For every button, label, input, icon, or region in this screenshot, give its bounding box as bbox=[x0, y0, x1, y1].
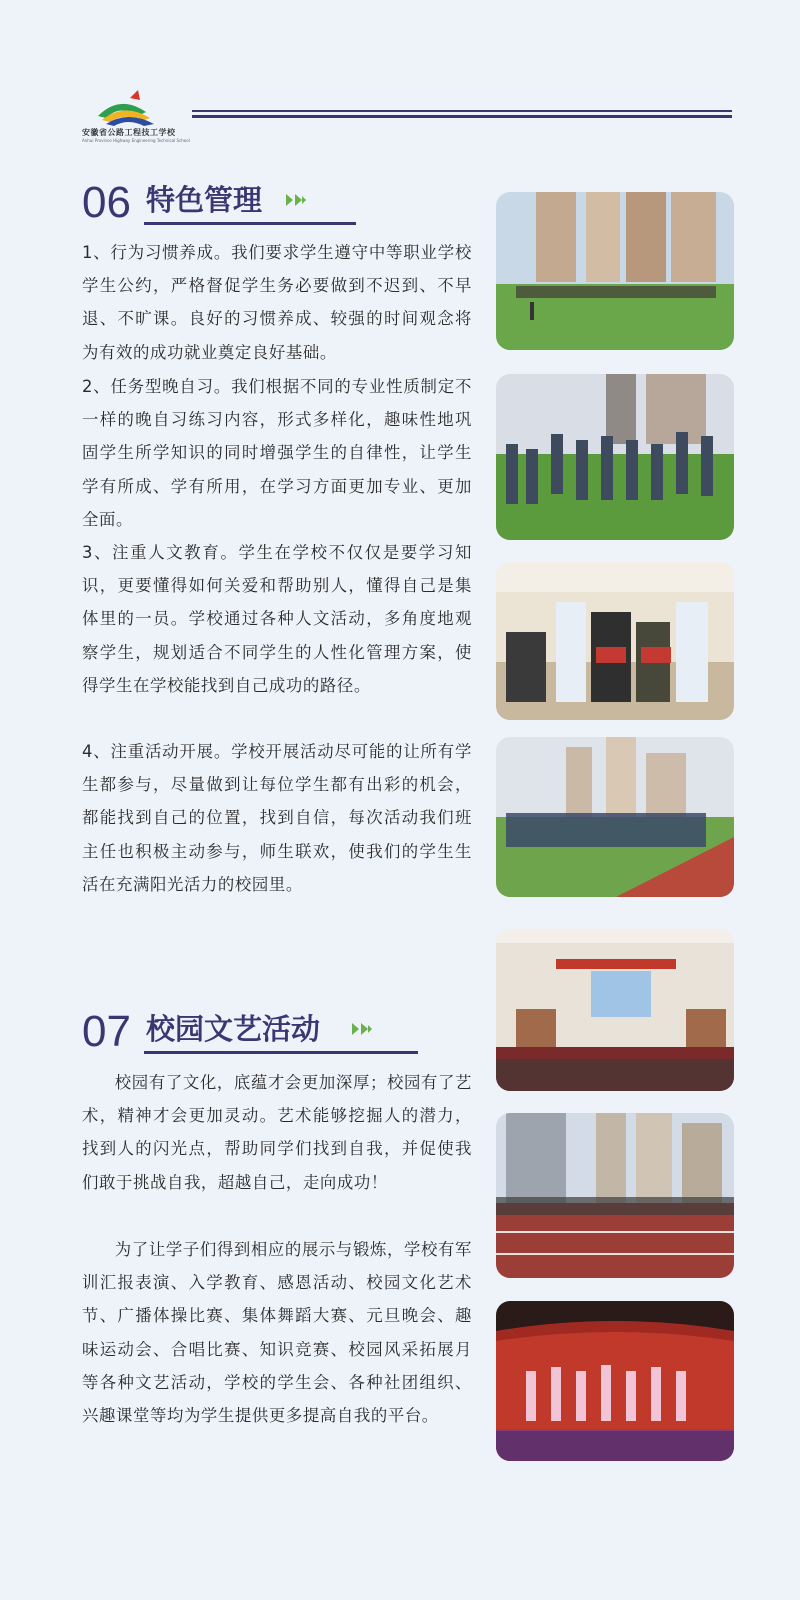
double-chevron-icon bbox=[350, 1021, 374, 1037]
photo-students-jumping bbox=[496, 374, 734, 540]
photo-sports-running bbox=[496, 1113, 734, 1278]
section-07-paragraph-2: 为了让学子们得到相应的展示与锻炼，学校有军训汇报表演、入学教育、感恩活动、校园文化艺术节、广播体操比赛、集体舞蹈大赛、元旦晚会、趣味运动会、合唱比赛、知识竞赛、校园风采拓展月等各种文艺活动，学校的学生会、各种社团组织、兴趣课堂等均为学生提供更多提高自我的平台。 bbox=[82, 1240, 472, 1426]
title-underline bbox=[144, 1051, 418, 1054]
header-rule-thick bbox=[192, 115, 732, 118]
logo-text: 安徽省公路工程技工学校 bbox=[82, 128, 176, 137]
section-07-heading bbox=[82, 1007, 382, 1059]
section-title: 特色管理 bbox=[146, 183, 263, 217]
section-title: 校园文艺活动 bbox=[146, 1012, 321, 1046]
section-06-paragraph-1: 1、行为习惯养成。我们要求学生遵守中等职业学校学生公约，严格督促学生务必要做到不迟到、不早退、不旷课。良好的习惯养成、较强的时间观念将为有效的成功就业奠定良好基础。 bbox=[82, 243, 472, 362]
section-06-paragraph-4: 4、注重活动开展。学校开展活动尽可能的让所有学生都参与，尽量做到让每位学生都有出彩的机会，都能找到自己的位置，找到自信，每次活动我们班主任也积极主动参与，师生联欢，使我们的学生生活在充满阳光活力的校园里。 bbox=[82, 742, 472, 894]
section-06-paragraph-2: 2、任务型晚自习。我们根据不同的专业性质制定不一样的晚自习练习内容，形式多样化，趣味性地巩固学生所学知识的同时增强学生的自律性，让学生学有所成、学有所用，在学习方面更加专业、更加全面。 bbox=[82, 377, 472, 529]
section-06-paragraph-3: 3、注重人文教育。学生在学校不仅仅是要学习知识，更要懂得如何关爱和帮助别人，懂得自己是集体里的一员。学校通过各种人文活动，多角度地观察学生，规划适合不同学生的人性化管理方案，使得学生在学校能找到自己成功的路径。 bbox=[82, 543, 472, 695]
header-rule bbox=[192, 110, 732, 112]
photo-students-lineup-track bbox=[496, 737, 734, 897]
photo-military-training-parade bbox=[496, 192, 734, 350]
section-number: 07 bbox=[82, 1007, 131, 1056]
title-underline bbox=[144, 222, 356, 225]
photo-auditorium-meeting bbox=[496, 929, 734, 1091]
logo-subtext: Anhui Province Highway Engineering Technical School bbox=[82, 138, 190, 143]
section-07-paragraph-1: 校园有了文化，底蕴才会更加深厚；校园有了艺术，精神才会更加灵动。艺术能够挖掘人的潜力，找到人的闪光点，帮助同学们找到自我，并促使我们敢于挑战自我，超越自己，走向成功！ bbox=[82, 1073, 472, 1192]
section-number: 06 bbox=[82, 178, 131, 227]
photo-stage-dance-performance bbox=[496, 1301, 734, 1461]
section-06-heading bbox=[82, 178, 322, 230]
double-chevron-icon bbox=[284, 192, 308, 208]
photo-visiting-elderly bbox=[496, 562, 734, 720]
